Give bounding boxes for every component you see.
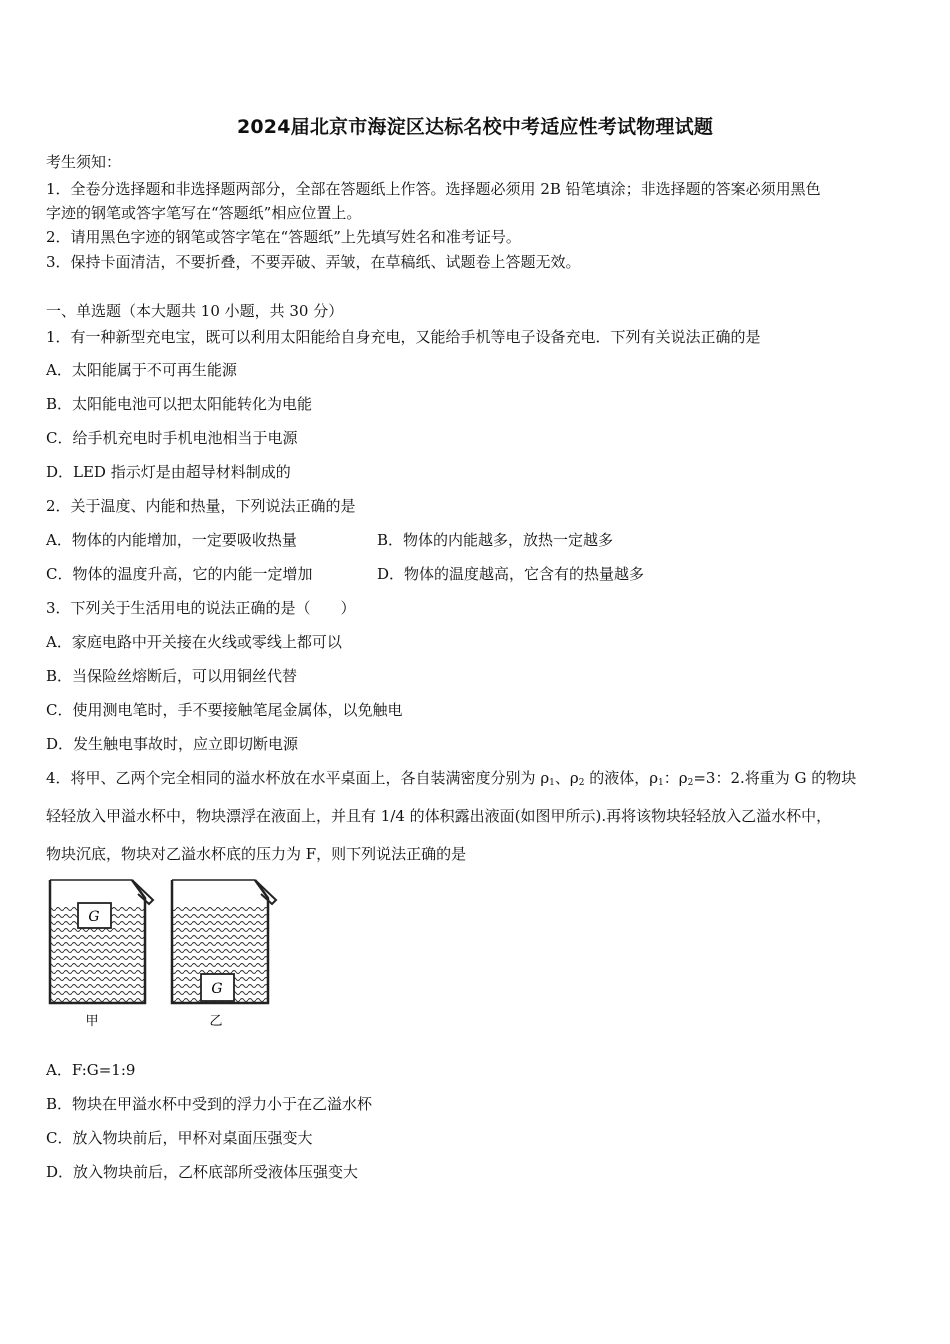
cup-yi-spout	[255, 880, 276, 904]
q4-option-b: B．物块在甲溢水杯中受到的浮力小于在乙溢水杯	[46, 1095, 373, 1113]
q4-stem-text-4: ：ρ	[663, 769, 688, 787]
subscript: 1	[549, 778, 555, 788]
section-heading: 一、单选题（本大题共 10 小题，共 30 分）	[46, 302, 344, 320]
overflow-cups-figure	[40, 870, 280, 1030]
q4-stem-text-5: =3：2.将重为 G 的物块	[693, 769, 857, 787]
q4-option-c: C．放入物块前后，甲杯对桌面压强变大	[46, 1129, 313, 1147]
q1-stem: 1．有一种新型充电宝，既可以利用太阳能给自身充电，又能给手机等电子设备充电．下列有关说法正确的是	[46, 328, 761, 346]
q1-option-a: A．太阳能属于不可再生能源	[46, 361, 237, 379]
figure-label-jia: 甲	[85, 1014, 99, 1029]
q2-option-d: D．物体的温度越高，它含有的热量越多	[377, 565, 645, 583]
q3-option-d: D．发生触电事故时，应立即切断电源	[46, 735, 299, 753]
q4-stem-text-2: 、ρ	[554, 769, 579, 787]
subscript: 1	[658, 778, 664, 788]
notice-item-2: 2．请用黑色字迹的钢笔或答字笔在“答题纸”上先填写姓名和准考证号。	[46, 228, 521, 246]
q3-option-b: B．当保险丝熔断后，可以用铜丝代替	[46, 667, 298, 685]
q3-option-c: C．使用测电笔时，手不要接触笔尾金属体，以免触电	[46, 701, 403, 719]
notice-item-3: 3．保持卡面清洁，不要折叠，不要弄破、弄皱，在草稿纸、试题卷上答题无效。	[46, 253, 581, 271]
q2-option-a: A．物体的内能增加，一定要吸收热量	[46, 531, 297, 549]
q1-option-b: B．太阳能电池可以把太阳能转化为电能	[46, 395, 313, 413]
block-yi-label: G	[211, 981, 223, 997]
q4-stem-text-3: 的液体，ρ	[584, 769, 659, 787]
q4-stem-line-3: 物块沉底，物块对乙溢水杯底的压力为 F，则下列说法正确的是	[46, 845, 467, 863]
q3-option-a: A．家庭电路中开关接在火线或零线上都可以	[46, 633, 342, 651]
q1-option-d: D．LED 指示灯是由超导材料制成的	[46, 463, 291, 481]
page-title: 2024届北京市海淀区达标名校中考适应性考试物理试题	[236, 116, 714, 138]
q2-option-b: B．物体的内能越多，放热一定越多	[377, 531, 614, 549]
q2-option-c: C．物体的温度升高，它的内能一定增加	[46, 565, 313, 583]
q4-option-d: D．放入物块前后，乙杯底部所受液体压强变大	[46, 1163, 359, 1181]
cup-yi	[172, 880, 276, 1003]
q4-option-a: A．F:G=1:9	[46, 1061, 136, 1079]
figure-label-yi: 乙	[209, 1014, 223, 1029]
cup-jia	[50, 880, 153, 1003]
notice-item-1-line-1: 1．全卷分选择题和非选择题两部分，全部在答题纸上作答。选择题必须用 2B 铅笔填涂；非选择题的答案必须用黑色	[46, 180, 821, 198]
block-jia-label: G	[88, 909, 100, 925]
q1-option-c: C．给手机充电时手机电池相当于电源	[46, 429, 298, 447]
q3-stem: 3．下列关于生活用电的说法正确的是（ ）	[46, 599, 356, 617]
cup-jia-spout	[132, 880, 153, 904]
q4-stem-text-1: 4．将甲、乙两个完全相同的溢水杯放在水平桌面上，各自装满密度分别为 ρ	[46, 769, 550, 787]
subscript: 2	[687, 778, 694, 788]
q4-stem-line-2: 轻轻放入甲溢水杯中，物块漂浮在液面上，并且有 1/4 的体积露出液面(如图甲所示).再将该物块轻轻放入乙溢水杯中，	[46, 807, 832, 825]
subscript: 2	[578, 778, 585, 788]
notice-heading: 考生须知：	[46, 153, 122, 171]
q2-stem: 2．关于温度、内能和热量，下列说法正确的是	[46, 497, 356, 515]
q4-stem-line-1	[46, 769, 856, 792]
notice-item-1-line-2: 字迹的钢笔或答字笔写在“答题纸”相应位置上。	[46, 204, 362, 222]
